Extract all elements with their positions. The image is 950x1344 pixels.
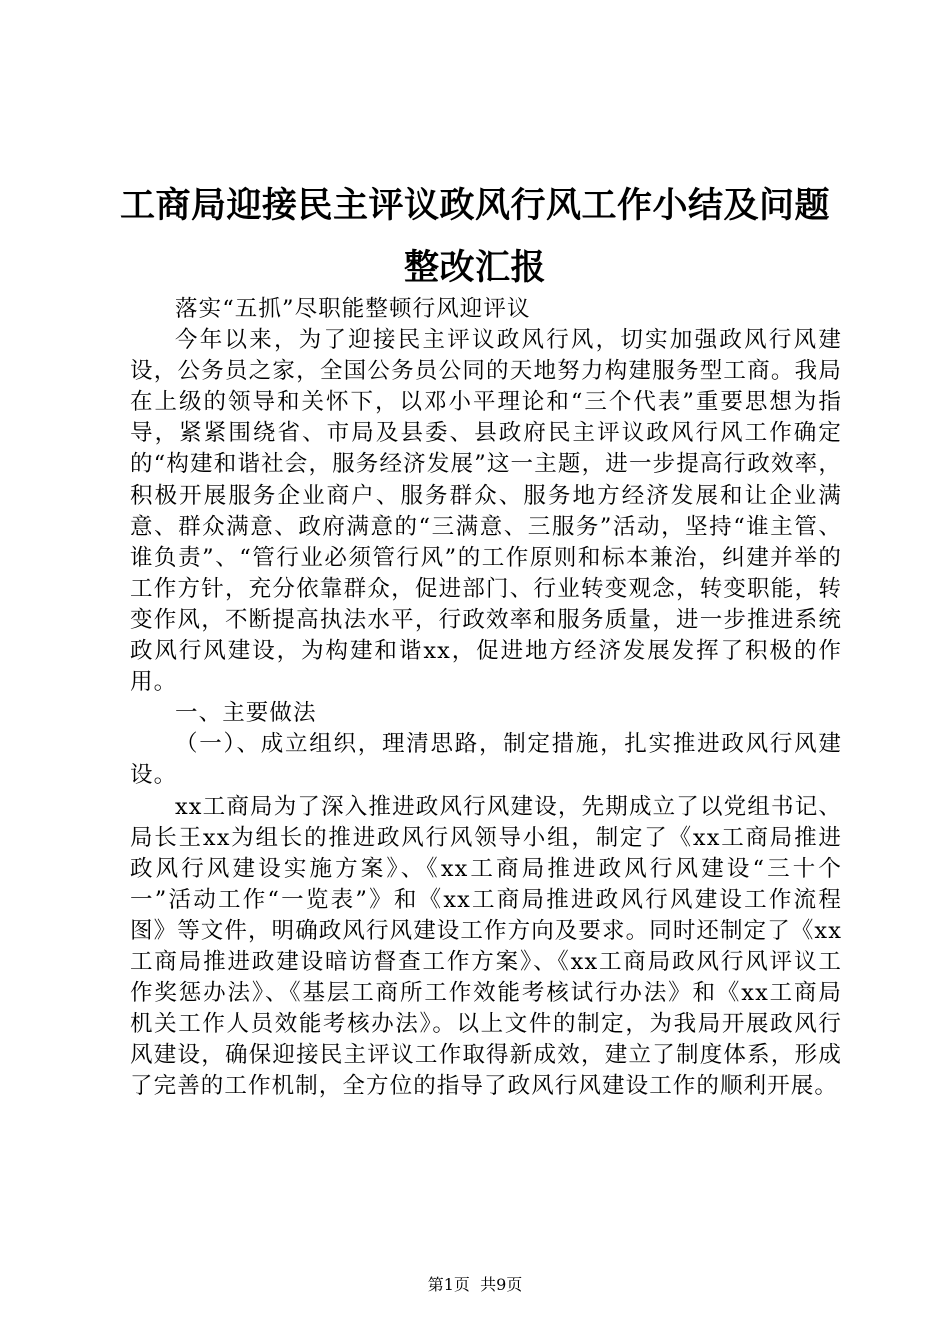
body-paragraph: 今年以来，为了迎接民主评议政风行风，切实加强政风行风建设，公务员之家，全国公务员公同的天地努力构建服务型工商。我局在上级的领导和关怀下，以邓小平理论和“三个代表”重要思想为指导，紧紧围绕省、市局及县委、县政府民主评议政风行风工作确定的“构建和谐社会，服务经济发展”这一主题，进一步提高行政效率，积极开展服务企业商户、服务群众、服务地方经济发展和让企业满意、群众满意、政府满意的“三满意、三服务”活动，坚持“谁主管、谁负责”、“管行业必须管行风”的工作原则和标本兼治，纠建并举的工作方针，充分依靠群众，促进部门、行业转变观念，转变职能，转变作风，不断提高执法水平，行政效率和服务质量，进一步推进系统政风行风建设，为构建和谐xx，促进地方经济发展发挥了积极的作用。: [130, 327, 842, 696]
page-number-footer: 第1页 共9页: [427, 1275, 523, 1294]
document-body: [130, 294, 842, 1102]
subtitle-paragraph: 落实“五抓”尽职能整顿行风迎评议: [175, 296, 531, 322]
document-title-line-2: 整改汇报: [403, 247, 546, 288]
section-heading: 一、主要做法: [175, 700, 317, 727]
body-paragraph: xx工商局为了深入推进政风行风建设，先期成立了以党组书记、局长王xx为组长的推进政风行风领导小组，制定了《xx工商局推进政风行风建设实施方案》、《xx工商局推进政风行风建设“三十个一”活动工作“一览表”》和《xx工商局推进政风行风建设工作流程图》等文件，明确政风行风建设工作方向及要求。同时还制定了《xx工商局推进政建设暗访督查工作方案》、《xx工商局政风行风评议工作奖惩办法》、《基层工商所工作效能考核试行办法》和《xx工商局机关工作人员效能考核办法》。以上文件的制定，为我局开展政风行风建设，确保迎接民主评议工作取得新成效，建立了制度体系，形成了完善的工作机制，全方位的指导了政风行风建设工作的顺利开展。: [130, 793, 842, 1100]
document-title-line-1: 工商局迎接民主评议政风行风工作小结及问题: [119, 185, 830, 226]
subsection-heading: （一）、成立组织，理清思路，制定措施，扎实推进政风行风建设。: [130, 731, 842, 789]
